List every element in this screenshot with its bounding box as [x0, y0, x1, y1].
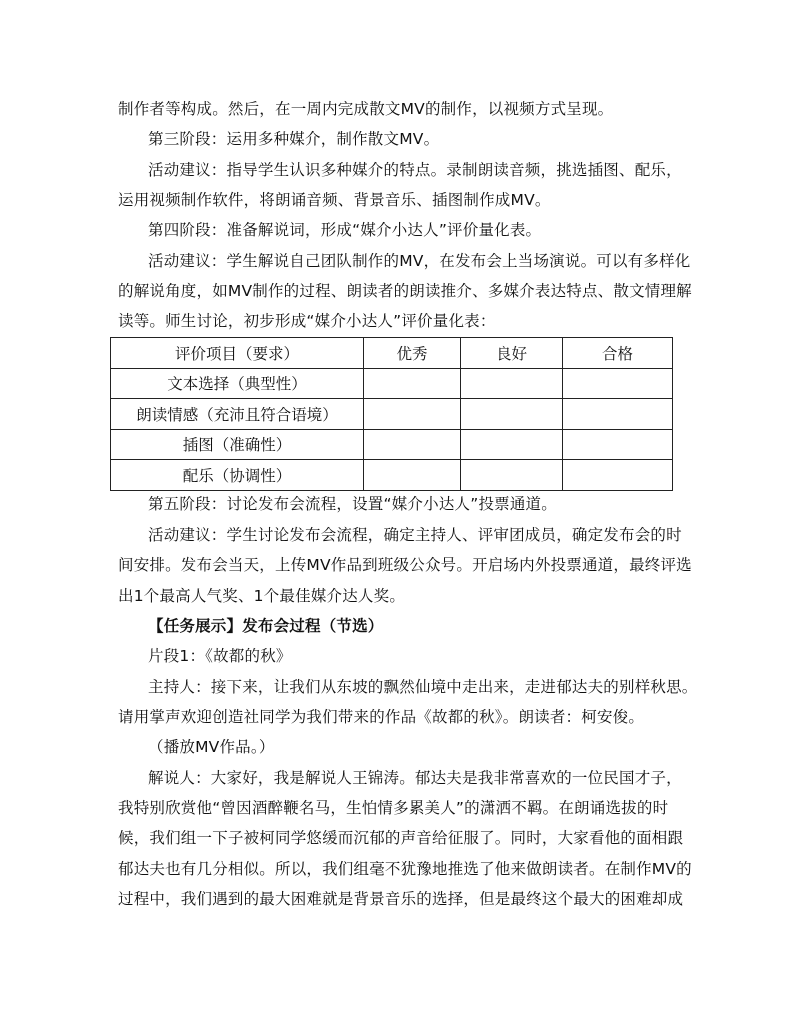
paragraph-line: 活动建议：学生解说自己团队制作的MV，在发布会上当场演说。可以有多样化: [148, 252, 691, 270]
score-cell: [461, 429, 563, 460]
stage-five-heading: 第五阶段：讨论发布会流程，设置“媒介小达人”投票通道。: [148, 495, 557, 513]
paragraph-line: 活动建议：指导学生认识多种媒介的特点。录制朗读音频，挑选插图、配乐，: [148, 161, 682, 179]
segment-heading: 片段1：《故都的秋》: [148, 647, 292, 665]
table-row: [111, 368, 673, 399]
table-header-row: [111, 338, 673, 369]
paragraph-line: 候，我们组一下子被柯同学悠缓而沉郁的声音给征服了。同时，大家看他的面相跟: [118, 829, 684, 847]
score-cell: [364, 429, 461, 460]
score-cell: [364, 368, 461, 399]
paragraph-line: 读等。师生讨论，初步形成“媒介小达人”评价量化表：: [118, 312, 496, 330]
score-cell: [563, 460, 673, 491]
score-cell: [461, 368, 563, 399]
criterion-cell: 插图（准确性）: [111, 429, 364, 460]
header-cell-pass: 合格: [563, 338, 673, 369]
table-row: [111, 429, 673, 460]
paragraph-line: 活动建议：学生讨论发布会流程，确定主持人、评审团成员，确定发布会的时: [148, 526, 682, 544]
paragraph-line: 出1个最高人气奖、1个最佳媒介达人奖。: [118, 587, 406, 605]
table-row: [111, 460, 673, 491]
paragraph-line: 请用掌声欢迎创造社同学为我们带来的作品《故都的秋》。朗读者：柯安俊。: [118, 708, 645, 726]
score-cell: [364, 399, 461, 430]
paragraph-line: 过程中，我们遇到的最大困难就是背景音乐的选择，但是最终这个最大的困难却成: [118, 890, 684, 908]
paragraph-line: 郁达夫也有几分相似。所以，我们组毫不犹豫地推选了他来做朗读者。在制作MV的: [118, 860, 692, 878]
header-cell-good: 良好: [461, 338, 563, 369]
paragraph-line: 我特别欣赏他“曾因酒醉鞭名马，生怕情多累美人”的潇洒不羁。在朗诵选拔的时: [118, 799, 669, 817]
stage-direction: （播放MV作品。）: [148, 738, 275, 756]
score-cell: [563, 368, 673, 399]
evaluation-table: [110, 337, 673, 491]
paragraph-line: 运用视频制作软件，将朗诵音频、背景音乐、插图制作成MV。: [118, 191, 551, 209]
paragraph-line: 解说人：大家好，我是解说人王锦涛。郁达夫是我非常喜欢的一位民国才子，: [148, 769, 682, 787]
score-cell: [563, 429, 673, 460]
table-row: [111, 399, 673, 430]
stage-three-heading: 第三阶段：运用多种媒介，制作散文MV。: [148, 130, 440, 148]
criterion-cell: 朗读情感（充沛且符合语境）: [111, 399, 364, 430]
header-cell-excellent: 优秀: [364, 338, 461, 369]
paragraph-line: 间安排。发布会当天，上传MV作品到班级公众号。开启场内外投票通道，最终评选: [118, 556, 692, 574]
criterion-cell: 文本选择（典型性）: [111, 368, 364, 399]
score-cell: [563, 399, 673, 430]
header-cell-item: 评价项目（要求）: [111, 338, 364, 369]
stage-four-heading: 第四阶段：准备解说词，形成“媒介小达人”评价量化表。: [148, 221, 542, 239]
paragraph-line: 的解说角度，如MV制作的过程、朗读者的朗读推介、多媒介表达特点、散文情理解: [118, 282, 692, 300]
task-display-heading: 【任务展示】发布会过程（节选）: [148, 617, 384, 635]
score-cell: [461, 399, 563, 430]
score-cell: [461, 460, 563, 491]
paragraph-line: 主持人：接下来，让我们从东坡的飘然仙境中走出来，走进郁达夫的别样秋思。: [148, 678, 698, 696]
score-cell: [364, 460, 461, 491]
criterion-cell: 配乐（协调性）: [111, 460, 364, 491]
paragraph-line: 制作者等构成。然后，在一周内完成散文MV的制作，以视频方式呈现。: [118, 100, 614, 118]
